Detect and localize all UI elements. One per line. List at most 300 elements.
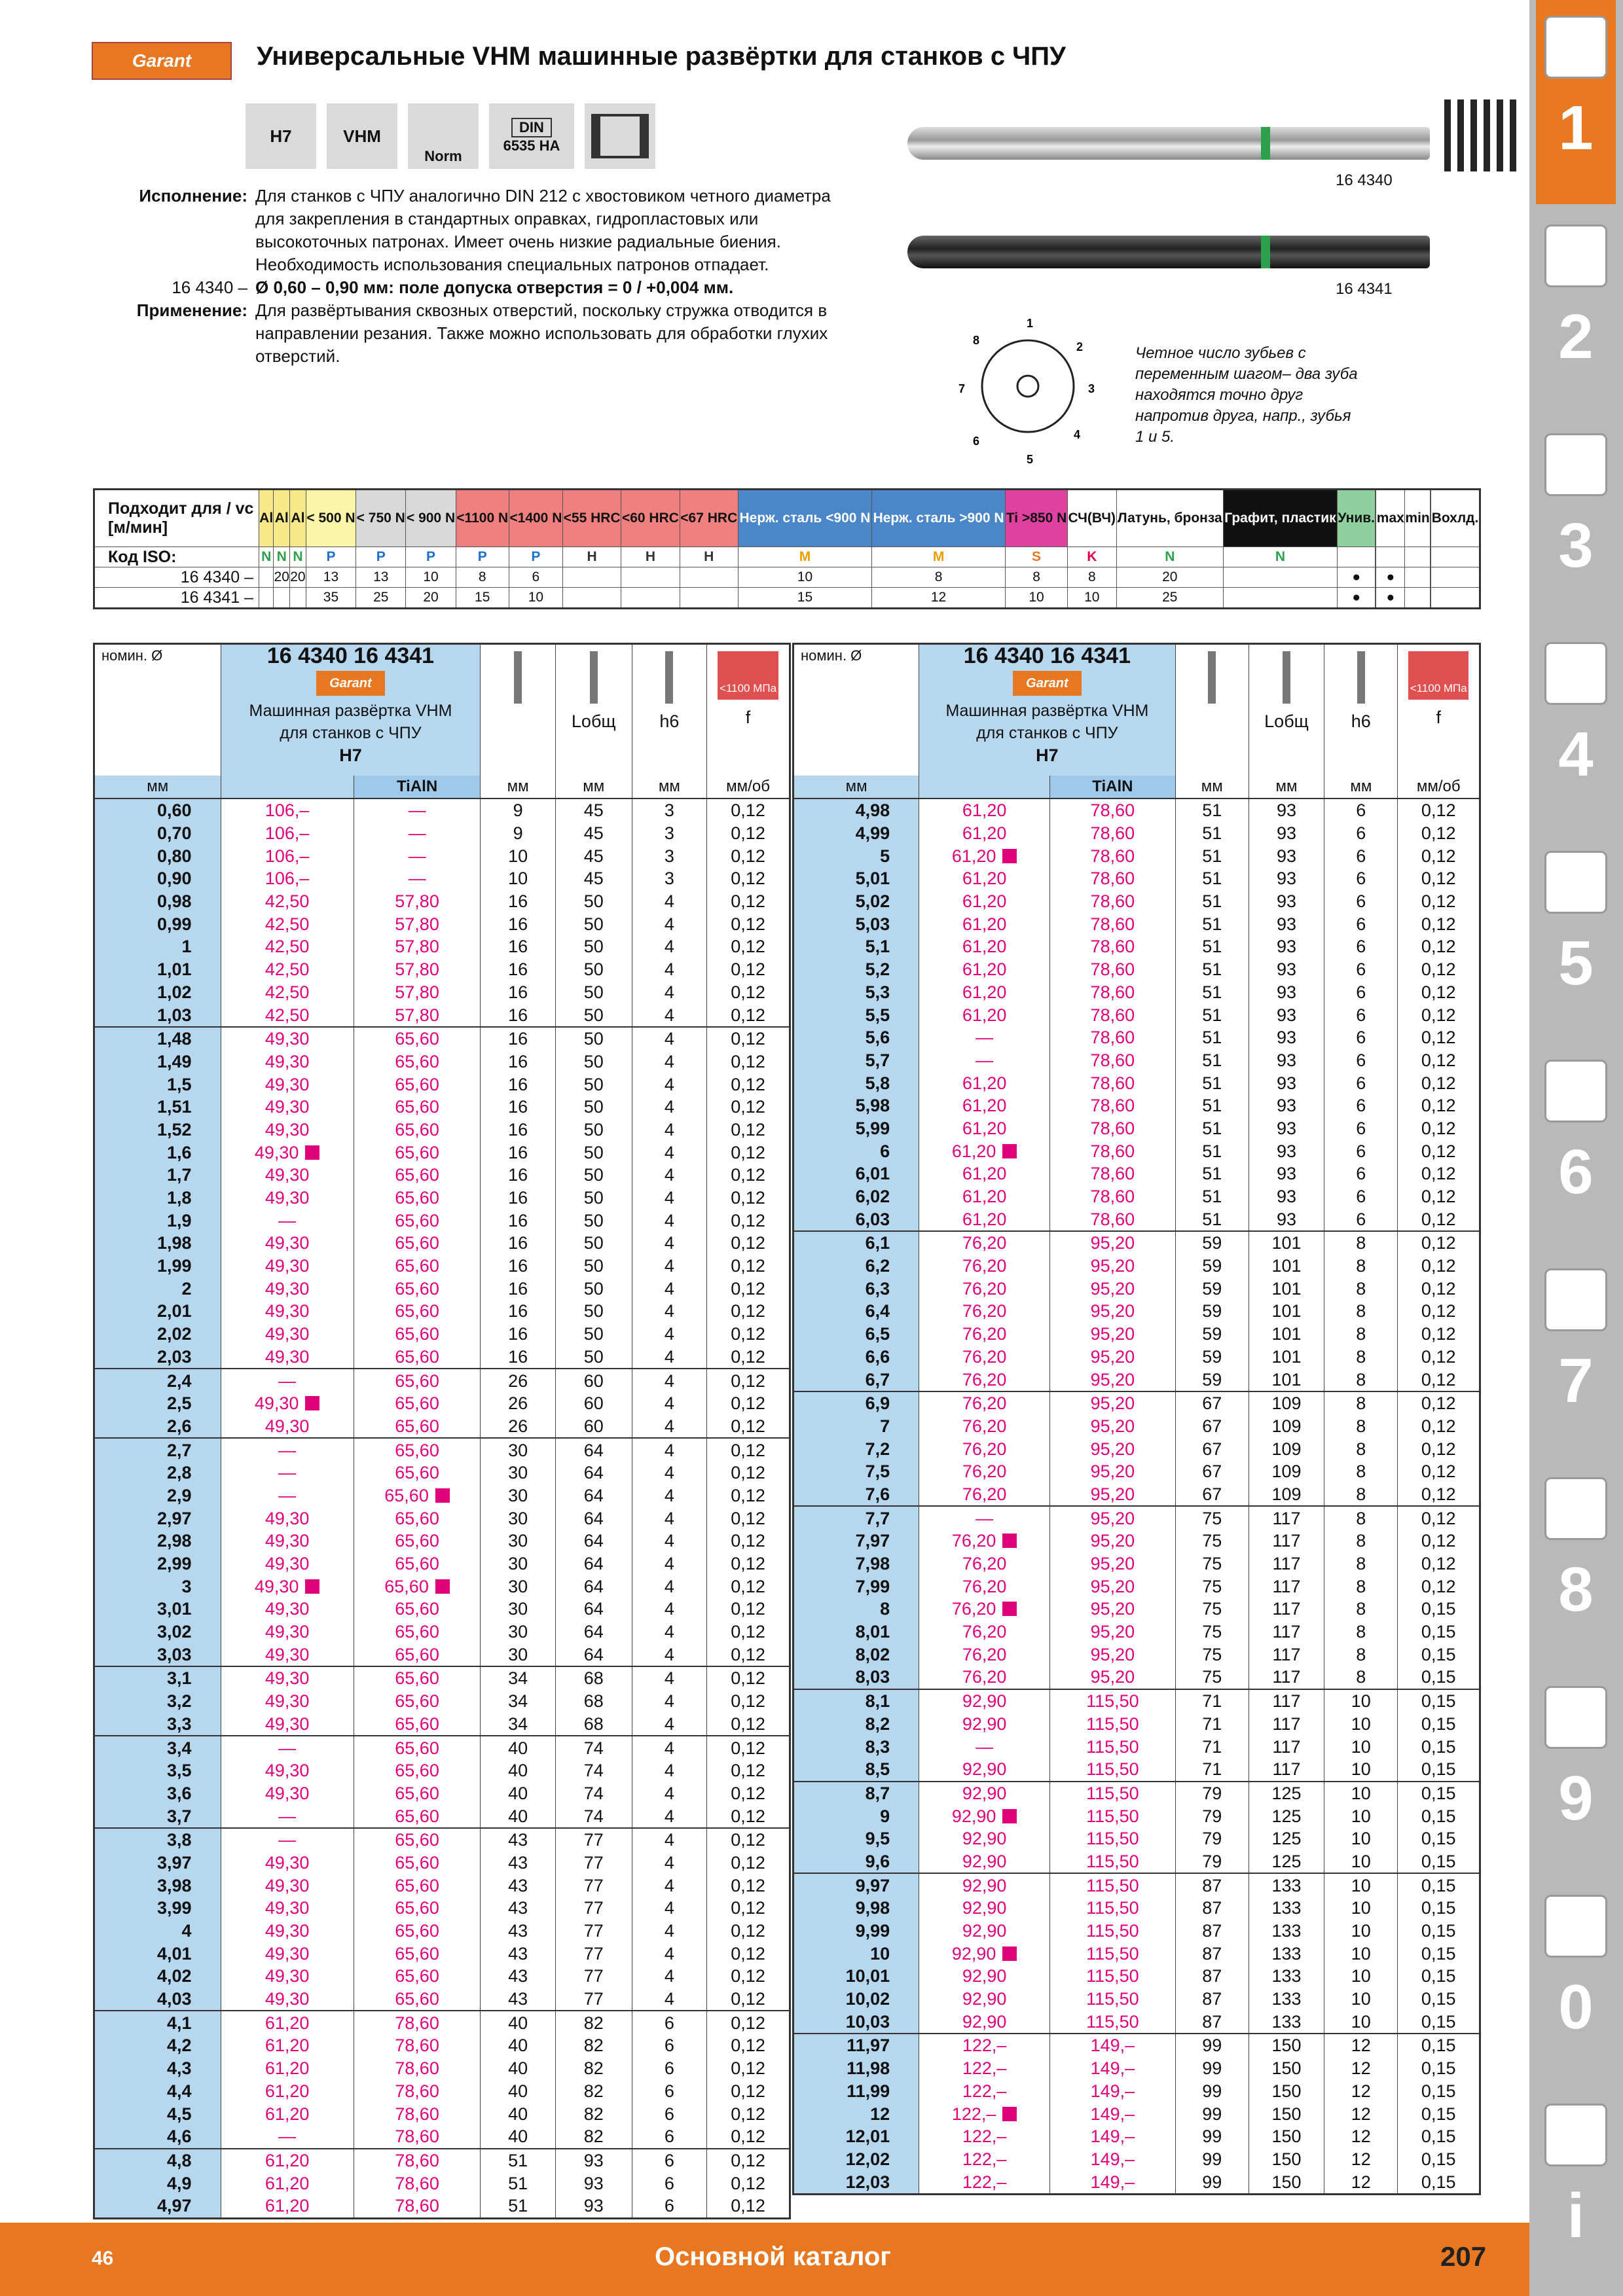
price-164340: 122,–	[919, 2102, 1050, 2125]
price-164341: 65,60	[354, 1852, 481, 1874]
nominal-diameter: 2,5	[94, 1392, 221, 1415]
nominal-diameter: 1,5	[94, 1073, 221, 1096]
shank-diameter: 8	[1324, 1231, 1398, 1255]
price-164340: 92,90	[919, 1942, 1050, 1965]
price-164340: 92,90	[919, 1782, 1050, 1805]
feed-value: 0,15	[1398, 1782, 1480, 1805]
total-length: 50	[555, 1346, 632, 1369]
total-length: 93	[555, 2149, 632, 2172]
shank-diameter: 10	[1324, 1920, 1398, 1943]
shank-diameter: 12	[1324, 2125, 1398, 2148]
params-cell: 12	[872, 588, 1006, 609]
cutting-length: 59	[1175, 1231, 1249, 1255]
cutting-length: 43	[481, 1920, 556, 1943]
params-label: Подходит для / vc [м/мин]	[94, 490, 259, 547]
iso-cell: P	[356, 547, 406, 567]
article-numbers: 16 4340 16 4341	[963, 643, 1131, 668]
feed-header: <1100 MПa f	[707, 644, 790, 776]
total-length: 93	[1249, 1049, 1324, 1072]
price-164340: 92,90	[919, 1804, 1050, 1827]
shank-diameter: 6	[1324, 912, 1398, 935]
chapter-tab-9[interactable]	[1536, 1670, 1616, 1874]
chapter-tab-6[interactable]	[1536, 1044, 1616, 1248]
shank-diameter: 6	[632, 2149, 707, 2172]
shank-diameter: 4	[632, 1942, 707, 1965]
stock-marker-icon	[435, 1488, 450, 1503]
chapter-tab-3[interactable]	[1536, 418, 1616, 622]
feed-value: 0,12	[1398, 1415, 1480, 1438]
price-164340: 49,30	[221, 1621, 354, 1643]
price-164341: 115,50	[1050, 1920, 1176, 1943]
price-164340: 49,30	[221, 1141, 354, 1164]
nominal-diameter: 3,03	[94, 1643, 221, 1666]
chapter-number: 1	[1558, 93, 1594, 163]
price-164340: 76,20	[919, 1300, 1050, 1323]
price-164341: 95,20	[1050, 1323, 1176, 1346]
price-164341: —	[354, 798, 481, 822]
qr-code-icon	[1444, 99, 1516, 171]
table-row	[94, 1874, 790, 1897]
params-cell	[562, 567, 621, 588]
chapter-number: 2	[1558, 302, 1594, 372]
total-length: 93	[1249, 981, 1324, 1004]
feed-value: 0,12	[707, 1782, 790, 1805]
params-header-cell: Вохлд.	[1431, 490, 1480, 547]
nominal-diameter: 6,5	[793, 1323, 919, 1346]
price-164340: 49,30	[221, 1874, 354, 1897]
shank-diameter: 8	[1324, 1483, 1398, 1507]
iso-cell: N	[1116, 547, 1223, 567]
table-row	[94, 2011, 790, 2034]
feed-value: 0,12	[707, 844, 790, 867]
feed-value: 0,12	[1398, 1117, 1480, 1140]
chapter-tab-5[interactable]	[1536, 835, 1616, 1039]
shank-diameter: 8	[1324, 1368, 1398, 1391]
price-164341: 95,20	[1050, 1506, 1176, 1530]
cutting-length: 71	[1175, 1713, 1249, 1736]
feed-value: 0,12	[1398, 958, 1480, 981]
nominal-diameter: 7,2	[793, 1437, 919, 1460]
cutting-length: 51	[1175, 1026, 1249, 1049]
cutting-length: 51	[481, 2195, 556, 2218]
price-164341: 65,60	[354, 1759, 481, 1782]
cutting-length: 43	[481, 1852, 556, 1874]
table-row	[793, 2125, 1480, 2148]
nominal-diameter: 1,01	[94, 958, 221, 981]
feed-value: 0,12	[707, 867, 790, 890]
total-length: 109	[1249, 1460, 1324, 1483]
total-length: 50	[555, 1209, 632, 1232]
shank-diameter: 4	[632, 1782, 707, 1805]
nominal-diameter: 1,6	[94, 1141, 221, 1164]
total-length: 133	[1249, 1897, 1324, 1920]
table-row	[793, 1965, 1480, 1988]
iso-cell: N	[274, 547, 290, 567]
shank-diameter: 4	[632, 1119, 707, 1141]
nominal-diameter: 1,03	[94, 1003, 221, 1027]
total-length: 93	[1249, 958, 1324, 981]
feed-value: 0,12	[1398, 1026, 1480, 1049]
price-164341: 115,50	[1050, 1897, 1176, 1920]
cutting-length: 87	[1175, 2010, 1249, 2034]
price-164341: 78,60	[1050, 1071, 1176, 1094]
chapter-number: 8	[1558, 1554, 1594, 1624]
table-row	[94, 1438, 790, 1462]
feed-value: 0,15	[1398, 2034, 1480, 2057]
nominal-diameter: 2,7	[94, 1438, 221, 1462]
feed-value: 0,15	[1398, 1920, 1480, 1943]
shank-diameter: 10	[1324, 1873, 1398, 1897]
stock-marker-icon	[1002, 2107, 1017, 2121]
price-164341: 115,50	[1050, 1689, 1176, 1713]
chapter-icon	[1544, 1895, 1607, 1958]
params-cell	[680, 588, 738, 609]
table-row	[793, 958, 1480, 981]
price-164340: 61,20	[221, 2057, 354, 2080]
reamer-icon	[590, 651, 598, 704]
table-row	[793, 1850, 1480, 1874]
shank-diameter: 4	[632, 1598, 707, 1621]
price-164341: 95,20	[1050, 1621, 1176, 1643]
feed-value: 0,12	[707, 1713, 790, 1736]
svg-text:7: 7	[958, 382, 966, 395]
table-row	[94, 1621, 790, 1643]
price-164340: 49,30	[221, 1897, 354, 1920]
price-164340: 49,30	[221, 1782, 354, 1805]
price-164340: —	[919, 1506, 1050, 1530]
price-164341: 78,60	[1050, 1003, 1176, 1026]
params-row	[94, 567, 1480, 588]
product-header	[221, 644, 481, 776]
price-164341: 65,60	[354, 1323, 481, 1346]
total-length: 93	[1249, 1162, 1324, 1185]
shank-diameter: 6	[632, 2034, 707, 2057]
unit-cell: мм	[481, 776, 556, 798]
total-length: 45	[555, 798, 632, 822]
shank-diameter: 4	[632, 1164, 707, 1187]
cutting-length: 16	[481, 1027, 556, 1050]
application-table	[93, 488, 1481, 609]
price-164340: 49,30	[221, 1530, 354, 1552]
total-length: 45	[555, 822, 632, 845]
shank-diameter: 4	[632, 1736, 707, 1759]
chapter-icon	[1544, 224, 1607, 287]
feed-value: 0,12	[707, 1552, 790, 1575]
price-164340: 76,20	[919, 1231, 1050, 1255]
table-row	[94, 822, 790, 845]
price-164341: 95,20	[1050, 1552, 1176, 1575]
params-cell	[274, 588, 290, 609]
price-164341: 95,20	[1050, 1231, 1176, 1255]
price-164341: 78,60	[354, 2057, 481, 2080]
nominal-diameter: 2,02	[94, 1323, 221, 1346]
table-row	[94, 1255, 790, 1278]
price-164340: —	[919, 1735, 1050, 1758]
chapter-icon	[1544, 1477, 1607, 1540]
shank-diameter: 4	[632, 1392, 707, 1415]
iso-cell: P	[456, 547, 509, 567]
table-row	[94, 2034, 790, 2057]
table-row	[94, 1736, 790, 1759]
table-row	[94, 1690, 790, 1713]
price-164340: 61,20	[221, 2102, 354, 2125]
params-cell: 20	[290, 567, 306, 588]
cutting-length: 40	[481, 1759, 556, 1782]
total-length: 125	[1249, 1850, 1324, 1874]
total-length: 64	[555, 1598, 632, 1621]
params-cell: 20	[1116, 567, 1223, 588]
table-row	[94, 1804, 790, 1828]
price-164340: 42,50	[221, 912, 354, 935]
table-row	[793, 1689, 1480, 1713]
feed-value: 0,12	[707, 1507, 790, 1530]
nominal-diameter: 8,03	[793, 1666, 919, 1689]
params-cell: 25	[1116, 588, 1223, 609]
price-164341: 95,20	[1050, 1530, 1176, 1552]
feed-value: 0,12	[707, 1575, 790, 1598]
total-length: 50	[555, 890, 632, 913]
total-length: 74	[555, 1759, 632, 1782]
table-row	[94, 2195, 790, 2218]
params-cell: 8	[456, 567, 509, 588]
cutting-length: 75	[1175, 1666, 1249, 1689]
footer-bar	[0, 2223, 1529, 2296]
chapter-tab-4[interactable]	[1536, 626, 1616, 831]
shank-diameter: 8	[1324, 1621, 1398, 1643]
cutting-length: 51	[1175, 822, 1249, 845]
cutting-length: 79	[1175, 1782, 1249, 1805]
price-164340: —	[221, 1369, 354, 1392]
info-label: 16 4340 –	[172, 278, 247, 297]
total-length: 77	[555, 1874, 632, 1897]
price-164340: 61,20	[919, 844, 1050, 867]
shank-diameter: 3	[632, 844, 707, 867]
chapter-tab-2[interactable]	[1536, 209, 1616, 413]
cutting-length: 59	[1175, 1255, 1249, 1278]
price-164340: 92,90	[919, 1689, 1050, 1713]
chapter-number: 4	[1558, 719, 1594, 789]
cutting-length: 51	[1175, 798, 1249, 822]
nominal-diameter: 6,2	[793, 1255, 919, 1278]
price-164341: 65,60	[354, 1462, 481, 1484]
iso-cell: P	[306, 547, 356, 567]
total-length: 133	[1249, 2010, 1324, 2034]
feed-value: 0,12	[1398, 1162, 1480, 1185]
shank-diameter: 4	[632, 1438, 707, 1462]
params-header-cell: Латунь, бронза	[1116, 490, 1223, 547]
table-row	[94, 1942, 790, 1965]
price-164341: 57,80	[354, 958, 481, 981]
chapter-tab-i[interactable]	[1536, 2088, 1616, 2292]
shank-diameter: 8	[1324, 1530, 1398, 1552]
price-164340: 49,30	[221, 1852, 354, 1874]
total-length: 93	[1249, 890, 1324, 913]
shank-diameter: 6	[1324, 1094, 1398, 1117]
nominal-diameter: 3,6	[94, 1782, 221, 1805]
price-164340: 92,90	[919, 1873, 1050, 1897]
price-164340: 42,50	[221, 981, 354, 1004]
table-row	[94, 1552, 790, 1575]
table-row	[94, 867, 790, 890]
total-length: 150	[1249, 2148, 1324, 2171]
shank-diameter: 4	[632, 1346, 707, 1369]
price-164340: 49,30	[221, 1346, 354, 1369]
stock-marker-icon	[435, 1579, 450, 1594]
params-cell: ●	[1337, 567, 1376, 588]
total-length: 93	[1249, 912, 1324, 935]
shank-diameter: 6	[1324, 844, 1398, 867]
price-164340: 92,90	[919, 1850, 1050, 1874]
price-164340: 49,30	[221, 1643, 354, 1666]
total-length: 64	[555, 1462, 632, 1484]
feed-value: 0,12	[1398, 1323, 1480, 1346]
total-length: 50	[555, 1096, 632, 1119]
cutting-length: 67	[1175, 1437, 1249, 1460]
feed-value: 0,12	[707, 1027, 790, 1050]
feed-value: 0,12	[1398, 1346, 1480, 1369]
price-164341: 65,60	[354, 1255, 481, 1278]
params-cell: 6	[509, 567, 562, 588]
cutting-length: 16	[481, 1255, 556, 1278]
cutting-length: 51	[1175, 935, 1249, 958]
table-row	[94, 935, 790, 958]
stock-marker-icon	[1002, 1809, 1017, 1823]
cutting-length: 16	[481, 1096, 556, 1119]
garant-logo: Garant	[92, 42, 232, 80]
params-cell	[1223, 588, 1337, 609]
cutting-length: 59	[1175, 1346, 1249, 1369]
nominal-diameter: 3,98	[94, 1874, 221, 1897]
svg-text:4: 4	[1074, 428, 1081, 441]
feed-value: 0,12	[707, 1438, 790, 1462]
svg-text:3: 3	[1088, 382, 1095, 395]
params-header-cell: Al	[259, 490, 274, 547]
nominal-diameter: 2,4	[94, 1369, 221, 1392]
chapter-tab-1[interactable]	[1536, 0, 1616, 204]
tool-image-164340	[907, 127, 1430, 160]
table-row	[793, 1530, 1480, 1552]
total-length: 64	[555, 1575, 632, 1598]
chapter-tab-7[interactable]	[1536, 1253, 1616, 1457]
feed-value: 0,12	[1398, 981, 1480, 1004]
table-row	[793, 1323, 1480, 1346]
shank-diameter: 6	[632, 2195, 707, 2218]
shank-diameter: 4	[632, 890, 707, 913]
info-text: Для станков с ЧПУ аналогично DIN 212 с хвостовиком четного диаметра для закрепления в стандартных оправках, гидропластовых или высокоточных патронах. Имеет очень низкие радиальные биения.	[255, 186, 831, 251]
feed-value: 0,12	[1398, 1185, 1480, 1208]
feed-value: 0,12	[1398, 935, 1480, 958]
cutting-length: 51	[1175, 867, 1249, 890]
footer-title: Основной каталог	[655, 2242, 891, 2271]
feed-value: 0,12	[707, 1759, 790, 1782]
price-164341: 78,60	[1050, 890, 1176, 913]
total-length: 74	[555, 1736, 632, 1759]
params-cell	[1223, 567, 1337, 588]
cutting-length: 30	[481, 1575, 556, 1598]
shank-diameter: 10	[1324, 1804, 1398, 1827]
total-length: 82	[555, 2057, 632, 2080]
shank-diameter: 6	[1324, 1117, 1398, 1140]
price-164341: 65,60	[354, 1027, 481, 1050]
table-row	[94, 1141, 790, 1164]
price-164340: —	[221, 2125, 354, 2149]
table-row	[94, 958, 790, 981]
feed-value: 0,12	[707, 1965, 790, 1988]
price-164340: 106,–	[221, 844, 354, 867]
feed-value: 0,12	[707, 822, 790, 845]
price-164341: 115,50	[1050, 1873, 1176, 1897]
unit-cell: мм	[1249, 776, 1324, 798]
chapter-tab-0[interactable]	[1536, 1879, 1616, 2083]
nominal-diameter: 1,98	[94, 1232, 221, 1255]
price-164340: 42,50	[221, 1003, 354, 1027]
shank-diameter: 4	[632, 1050, 707, 1073]
price-164341: 78,60	[1050, 1094, 1176, 1117]
params-cell: 20	[274, 567, 290, 588]
shank-diameter: 4	[632, 1874, 707, 1897]
price-164341: 65,60	[354, 1187, 481, 1210]
table-row	[94, 1209, 790, 1232]
stock-marker-icon	[1002, 1144, 1017, 1158]
price-164340: 106,–	[221, 798, 354, 822]
price-164341: 65,60	[354, 1942, 481, 1965]
table-row	[94, 2125, 790, 2149]
total-length: 93	[1249, 798, 1324, 822]
iso-cell: N	[1223, 547, 1337, 567]
chapter-tab-8[interactable]	[1536, 1462, 1616, 1666]
price-164340: 49,30	[221, 1050, 354, 1073]
table-row	[793, 1255, 1480, 1278]
price-164340: 76,20	[919, 1323, 1050, 1346]
price-164340: 61,20	[919, 1094, 1050, 1117]
shank-diameter: 4	[632, 1552, 707, 1575]
shank-diameter: 4	[632, 1187, 707, 1210]
table-row	[94, 798, 790, 822]
table-row	[793, 2170, 1480, 2194]
price-164340: 122,–	[919, 2057, 1050, 2080]
total-length: 109	[1249, 1483, 1324, 1507]
feed-value: 0,12	[707, 1804, 790, 1828]
price-164340: 122,–	[919, 2125, 1050, 2148]
price-164340: 49,30	[221, 1119, 354, 1141]
total-length: 77	[555, 1965, 632, 1988]
price-164341: 115,50	[1050, 1782, 1176, 1805]
cutting-length: 16	[481, 1119, 556, 1141]
cutting-length: 59	[1175, 1277, 1249, 1300]
price-164341: 78,60	[1050, 912, 1176, 935]
table-row	[94, 2057, 790, 2080]
price-164341: 78,60	[354, 2034, 481, 2057]
shank-diameter: 12	[1324, 2080, 1398, 2103]
feed-value: 0,12	[1398, 1255, 1480, 1278]
iso-cell: H	[621, 547, 680, 567]
nominal-diameter: 2,01	[94, 1300, 221, 1323]
nominal-diameter: 6,03	[793, 1208, 919, 1231]
price-164340: 76,20	[919, 1368, 1050, 1391]
footer-page-right: 207	[1440, 2241, 1487, 2272]
total-length: 117	[1249, 1643, 1324, 1666]
nominal-diameter: 4,02	[94, 1965, 221, 1988]
price-164340: 76,20	[919, 1483, 1050, 1507]
price-164340: 49,30	[221, 1713, 354, 1736]
table-row	[94, 1666, 790, 1690]
params-cell	[259, 567, 274, 588]
price-164341: 78,60	[1050, 867, 1176, 890]
price-164340: 49,30	[221, 1690, 354, 1713]
table-row	[94, 844, 790, 867]
product-table-right	[792, 643, 1481, 2195]
nominal-diameter: 1,99	[94, 1255, 221, 1278]
